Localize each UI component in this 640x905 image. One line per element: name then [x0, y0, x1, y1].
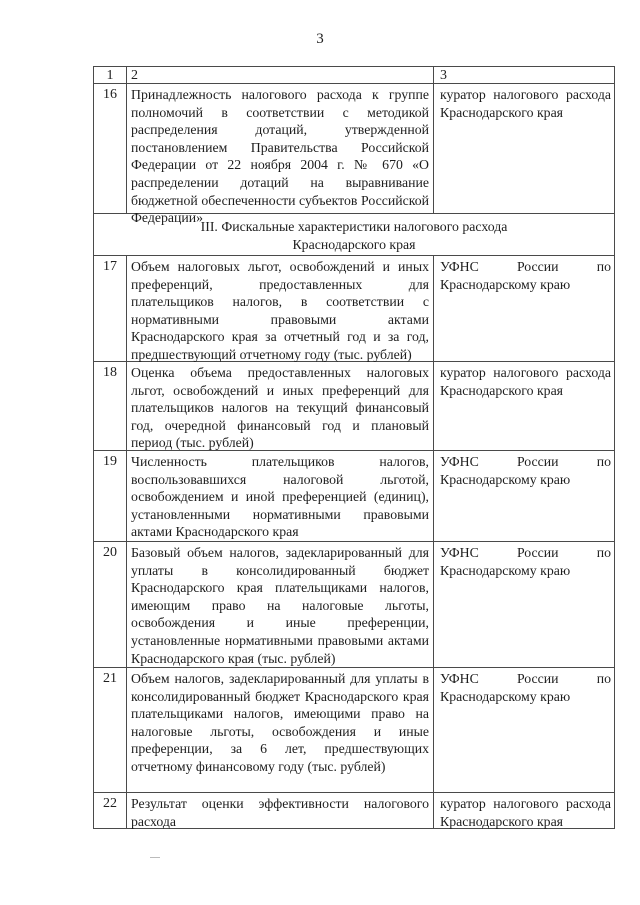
column-header-1: 1	[94, 67, 127, 83]
column-header-3: 3	[440, 68, 447, 83]
row-number: 17	[94, 256, 127, 361]
row-description: Принадлежность налогового расхода к группе полномочий в соответствии с методикой распределения дотаций, утвержденной постановлением Правительства Российской Федерации от 22 ноября 2004 г. № 670 «О распределении дотаций на выравнивание бюджетной обеспеченности субъектов Российской Федерации»	[127, 84, 434, 213]
row-responsible: куратор налогового расхода Краснодарского края	[440, 796, 611, 829]
row-number: 21	[94, 668, 127, 792]
section-row-3	[93, 214, 615, 256]
scan-speck	[150, 857, 160, 858]
document-table	[93, 66, 615, 829]
row-description: Базовый объем налогов, задекларированный для уплаты в консолидированный бюджет Краснодарского края плательщиками налогов, имеющим право на налоговые льготы, освобождения и иные преференции, установленные нормативными правовыми актами Краснодарского края (тыс. рублей)	[127, 542, 434, 667]
row-number: 19	[94, 451, 127, 541]
row-18	[93, 362, 615, 451]
row-20	[93, 542, 615, 668]
row-description: Численность плательщиков налогов, воспользовавшихся налоговой льготой, освобождением и иной преференцией (единиц), установленными нормативными правовыми актами Краснодарского края	[127, 451, 434, 541]
row-number: 20	[94, 542, 127, 667]
section-heading	[94, 218, 614, 253]
page-number: 3	[316, 31, 324, 47]
table-header-row	[93, 66, 615, 84]
row-17	[93, 256, 615, 362]
row-number: 22	[94, 793, 127, 828]
row-responsible: УФНС России по Краснодарскому краю	[440, 671, 611, 704]
row-21	[93, 668, 615, 793]
row-number: 18	[94, 362, 127, 450]
section-heading-line-1: III. Фискальные характеристики налогового расхода	[200, 219, 508, 234]
row-19	[93, 451, 615, 542]
row-description: Оценка объема предоставленных налоговых льгот, освобождений и иных преференций для плательщиков налогов на текущий финансовый год, очередной финансовый год и плановый период (тыс. рублей)	[127, 362, 434, 450]
row-responsible: УФНС России по Краснодарскому краю	[440, 454, 611, 487]
row-description: Результат оценки эффективности налогового расхода	[127, 793, 434, 828]
row-responsible: УФНС России по Краснодарскому краю	[440, 259, 611, 292]
row-16	[93, 84, 615, 226]
row-description: Объем налогов, задекларированный для уплаты в консолидированный бюджет Краснодарского края плательщиками налогов, имеющими право на налоговые льготы, освобождения и иные преференции, за 6 лет, предшествующих отчетному финансовому году (тыс. рублей)	[127, 668, 434, 792]
row-responsible: куратор налогового расхода Краснодарского края	[440, 87, 611, 120]
row-number: 16	[94, 84, 127, 213]
row-responsible: УФНС России по Краснодарскому краю	[440, 545, 611, 578]
column-header-2: 2	[127, 67, 434, 83]
row-description: Объем налоговых льгот, освобождений и иных преференций, предоставленных для плательщиков налогов, в соответствии с нормативными правовыми актами Краснодарского края за отчетный год и за год, предшествующий отчетному году (тыс. рублей)	[127, 256, 434, 361]
row-22	[93, 793, 615, 829]
row-responsible: куратор налогового расхода Краснодарского края	[440, 365, 611, 398]
section-heading-line-2: Краснодарского края	[292, 236, 416, 252]
